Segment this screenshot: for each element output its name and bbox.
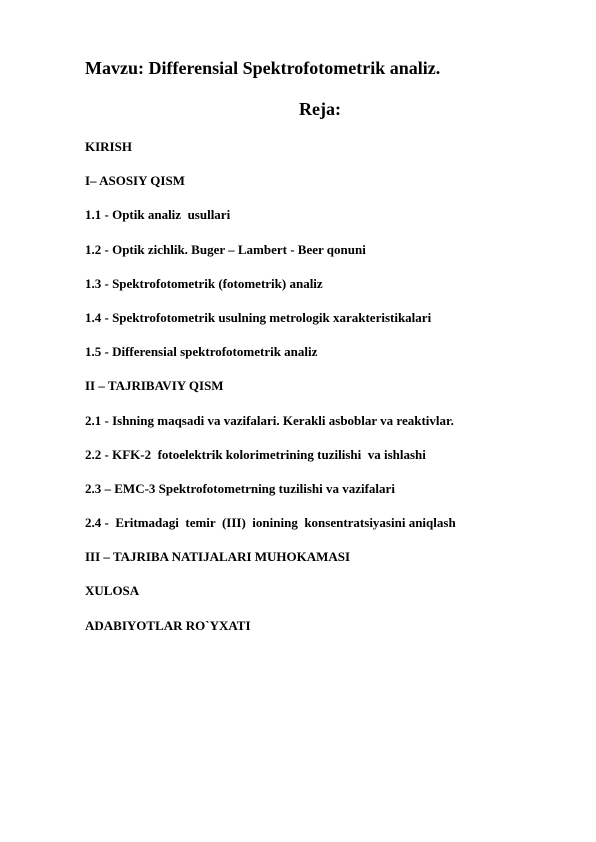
toc-item: 2.3 – EMC-3 Spektrofotometrning tuzilishi va vazifalari: [85, 480, 395, 496]
toc-item: 1.1 - Optik analiz usullari: [85, 207, 231, 223]
toc-item: ADABIYOTLAR RO`YXATI: [85, 617, 251, 633]
toc-item: I– ASOSIY QISM: [85, 173, 185, 189]
toc-item: 2.2 - KFK-2 fotoelektrik kolorimetrining tuzilishi va ishlashi: [85, 446, 426, 462]
toc-item: 2.1 - Ishning maqsadi va vazifalari. Kerakli asboblar va reaktivlar.: [85, 412, 454, 428]
toc-item: KIRISH: [85, 139, 132, 154]
toc-item: 1.5 - Differensial spektrofotometrik analiz: [85, 344, 318, 360]
toc-item: 1.4 - Spektrofotometrik usulning metrologik xarakteristikalari: [85, 309, 432, 325]
toc-item: 1.3 - Spektrofotometrik (fotometrik) analiz: [85, 275, 323, 291]
toc-item: III – TAJRIBA NATIJALARI MUHOKAMASI: [85, 549, 351, 565]
toc-item: 1.2 - Optik zichlik. Buger – Lambert - Beer qonuni: [85, 241, 366, 257]
plan-heading: Reja:: [299, 99, 341, 119]
document-title: Mavzu: Differensial Spektrofotometrik analiz.: [85, 58, 441, 78]
table-of-contents: [85, 139, 456, 652]
toc-item: II – TAJRIBAVIY QISM: [85, 378, 224, 394]
toc-item: 2.4 - Eritmadagi temir (III) ionining konsentratsiyasini aniqlash: [85, 515, 456, 531]
toc-item: XULOSA: [85, 583, 140, 599]
